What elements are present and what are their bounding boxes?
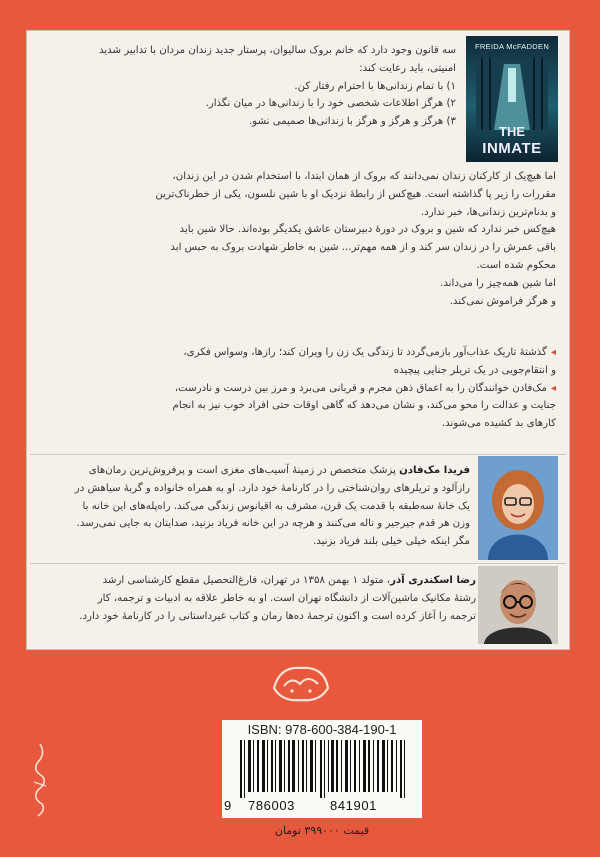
story-line: و هرگز فراموش نمی‌کند. xyxy=(449,295,556,307)
bullet-line xyxy=(44,344,556,362)
bullet-text: مک‌فادن خوانندگان را به اعماق ذهن مجرم و قربانی می‌برد و مرز بین درست و نادرست، xyxy=(174,382,547,394)
barcode-icon xyxy=(234,740,412,798)
story-line: اما شین همه‌چیز را می‌داند. xyxy=(440,277,556,289)
publisher-logo xyxy=(270,658,332,706)
bullet-line xyxy=(44,380,556,398)
translator-bio-line xyxy=(44,572,476,590)
translator-bio-line: رشتهٔ مکانیک ماشین‌آلات از دانشگاه تهران است. او به خاطر علاقه به ادبیات و ترجمه، کار xyxy=(97,592,476,604)
cover-author: FREIDA McFADDEN xyxy=(474,42,550,51)
bullet-line: و انتقام‌جویی در یک تریلر جنایی پیچیده xyxy=(393,364,556,376)
cover-title-line2: INMATE xyxy=(482,140,542,157)
prison-corridor-image xyxy=(476,58,548,130)
highlights-block xyxy=(44,344,556,433)
divider xyxy=(30,563,566,564)
rules-line: ۲) هرگز اطلاعات شخصی خود را با زندانی‌ها در میان نگذار. xyxy=(205,98,456,110)
bullet-icon: ◂ xyxy=(550,347,556,358)
cover-title-line1: THE xyxy=(499,124,525,139)
barcode-digits-left: 786003 xyxy=(248,798,295,813)
price-label: قیمت ۳۹۹۰۰۰ تومان xyxy=(274,824,370,837)
bio-text: ، متولد ۱ بهمن ۱۳۵۸ در تهران، فارغ‌التحصیل مقطع کارشناسی ارشد xyxy=(102,575,391,586)
story-line: باقی عمرش را در زندان سر کند و از همه مهم‌تر... شین به خاطر شهادت بروک به حبس ابد xyxy=(170,242,556,254)
author-bio-line: وزن هر قدم جیرجیر و ناله می‌کنند و هرچه در این خانه فریاد بزنید، صدایتان به جایی نمی‌رسد. xyxy=(76,518,470,530)
barcode-box xyxy=(222,720,422,818)
translator-photo xyxy=(478,566,558,644)
bio-text: پزشک متخصص در زمینهٔ آسیب‌های مغزی است و پرفروش‌ترین رمان‌های xyxy=(88,465,400,476)
barcode-digit-prefix: 9 xyxy=(224,798,232,813)
divider xyxy=(30,454,566,455)
author-bio-line: مگر اینکه خیلی خیلی بلند فریاد بزنید. xyxy=(313,536,470,548)
story-line: اما هیچ‌یک از کارکنان زندان نمی‌دانند که بروک از همان ابتدا، با استخدام شدن در این زندان، xyxy=(172,171,556,182)
story-line: هیچ‌کس خبر ندارد که شین و بروک در دورهٔ دبیرستان عاشق یکدیگر بوده‌اند. حالا شین باید xyxy=(179,224,556,236)
story-line: مقررات را زیر پا گذاشته است. هیچ‌کس از رابطهٔ نزدیک او با شین نلسون، یکی از خطرناک‌ترین xyxy=(155,188,556,200)
author-bio-line: یک خانهٔ سه‌طبقه با قدمت یک قرن، مشرف به اقیانوس زندگی می‌کند. راه‌پله‌های این خانه با xyxy=(82,500,470,512)
author-bio-line: رازآلود و تریلرهای روان‌شناختی را در کارنامهٔ خود دارد. او به همراه خانواده و گربهٔ سیاهش در xyxy=(74,482,470,494)
story-line: محکوم شده است. xyxy=(476,259,556,271)
bullet-text: گذشتهٔ تاریک عذاب‌آور بازمی‌گردد تا زندگی یک زن را ویران کند؛ رازها، وسواس فکری، xyxy=(183,347,547,358)
translator-bio xyxy=(44,572,476,625)
rules-line: ۱) با تمام زندانی‌ها با احترام رفتار کن. xyxy=(294,80,456,92)
author-bio-line xyxy=(44,462,470,480)
author-photo xyxy=(478,456,558,560)
rules-line: ۳) هرگز و هرگز و هرگز با زندانی‌ها صمیمی نشو. xyxy=(249,116,456,128)
bullet-line: کارهای بد کشیده می‌شوند. xyxy=(441,418,556,430)
isbn-label: ISBN: 978-600-384-190-1 xyxy=(247,722,397,737)
author-bio xyxy=(44,462,470,551)
bullet-icon: ◂ xyxy=(550,382,556,394)
designer-signature xyxy=(30,742,50,818)
rules-line: امنیتی، باید رعایت کند: xyxy=(359,62,456,74)
book-cover-thumbnail xyxy=(466,36,558,162)
author-name: فریدا مک‌فادن xyxy=(399,465,470,476)
translator-bio-line: ترجمه را آغاز کرده است و اکنون ترجمهٔ ده‌ها رمان و کتاب غیرداستانی را در کارنامهٔ خود دارد. xyxy=(79,610,476,622)
rules-block xyxy=(44,42,456,131)
barcode-digits-right: 841901 xyxy=(330,798,377,813)
bullet-line: جنایت و عدالت را محو می‌کند، و نشان می‌دهد که گاهی اوقات حتی افراد خوب نیز به انجام xyxy=(172,400,556,412)
translator-name: رضا اسکندری آذر xyxy=(390,575,476,586)
rules-line: سه قانون وجود دارد که خانم بروک سالیوان، پرستار جدید زندان مردان با تدابیر شدید xyxy=(98,45,456,56)
story-line: و بدنام‌ترین زندانی‌ها، خبر ندارد. xyxy=(420,206,556,218)
story-block xyxy=(44,168,556,310)
